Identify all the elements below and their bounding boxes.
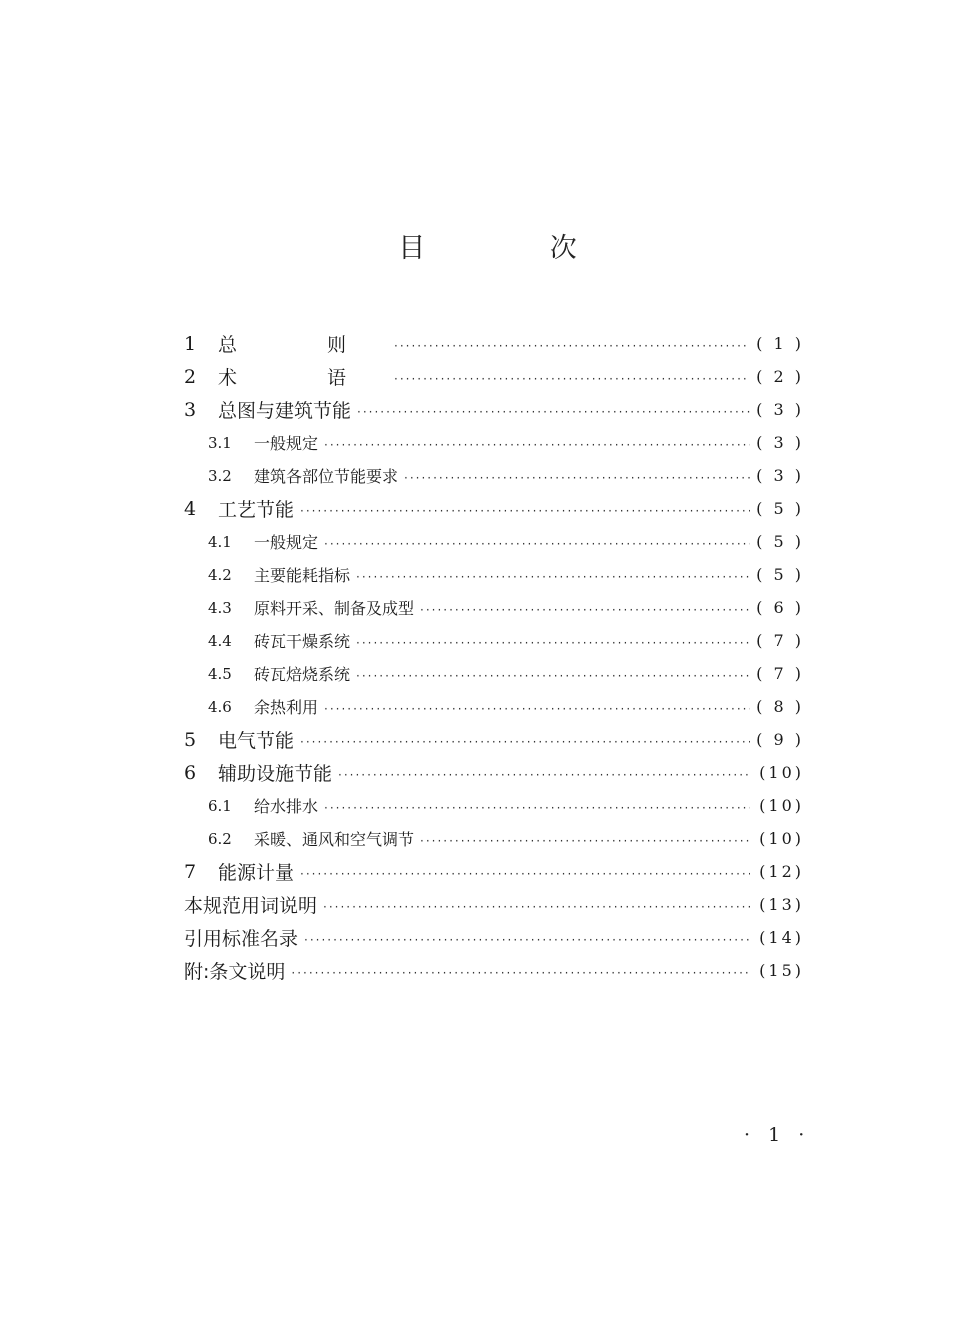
toc-entry-title: 给水排水 — [254, 797, 319, 816]
toc-entry-page: ( 6 ) — [756, 598, 804, 617]
toc-entry-page: (14) — [759, 928, 804, 947]
toc-entry[interactable] — [184, 360, 804, 393]
toc-entry-number: 2 — [184, 365, 197, 388]
toc-entry-page: (10) — [759, 796, 804, 815]
toc-entry-page: ( 5 ) — [756, 499, 804, 518]
toc-entry[interactable] — [184, 888, 804, 921]
toc-entry[interactable] — [184, 921, 804, 954]
dot-leader — [356, 633, 750, 649]
toc-entry-number: 5 — [184, 728, 197, 751]
toc-entry-title: 总 则 — [218, 334, 389, 356]
toc-entry-page: (10) — [759, 763, 804, 782]
toc-entry-title: 引用标准名录 — [184, 928, 299, 950]
dot-leader — [300, 501, 750, 517]
toc-entry-title: 砖瓦干燥系统 — [254, 632, 351, 651]
toc-entry-number: 6.1 — [208, 796, 232, 815]
dot-leader — [420, 831, 750, 847]
dot-leader — [324, 798, 750, 814]
dot-leader — [324, 534, 750, 550]
toc-entry-title: 术 语 — [218, 367, 389, 389]
toc-entry-title: 本规范用词说明 — [184, 895, 318, 917]
toc-entry-page: ( 2 ) — [756, 367, 804, 386]
toc-entry-title: 砖瓦焙烧系统 — [254, 665, 351, 684]
toc-entry[interactable] — [184, 954, 804, 987]
toc-entry-number: 3.1 — [208, 433, 232, 452]
toc-entry-page: ( 3 ) — [756, 433, 804, 452]
toc-entry-title: 辅助设施节能 — [218, 763, 333, 785]
toc-entry-page: ( 3 ) — [756, 466, 804, 485]
toc-entry[interactable] — [184, 459, 804, 492]
toc-entry-page: (15) — [759, 961, 804, 980]
table-of-contents — [184, 327, 804, 987]
toc-entry-page: (12) — [759, 862, 804, 881]
toc-entry-title: 工艺节能 — [218, 499, 295, 521]
toc-entry-number: 6.2 — [208, 829, 232, 848]
dot-leader — [300, 864, 750, 880]
toc-entry-title: 总图与建筑节能 — [218, 400, 352, 422]
toc-entry-page: ( 7 ) — [756, 631, 804, 650]
toc-entry-page: (10) — [759, 829, 804, 848]
dot-leader — [420, 600, 750, 616]
toc-entry-page: ( 5 ) — [756, 565, 804, 584]
toc-entry-number: 4.3 — [208, 598, 232, 617]
toc-entry[interactable] — [184, 492, 804, 525]
toc-entry[interactable] — [184, 426, 804, 459]
toc-entry-title: 原料开采、制备及成型 — [254, 599, 415, 618]
toc-entry-number: 3 — [184, 398, 197, 421]
toc-entry-number: 4 — [184, 497, 197, 520]
toc-entry[interactable] — [184, 591, 804, 624]
toc-entry[interactable] — [184, 822, 804, 855]
toc-entry-page: ( 7 ) — [756, 664, 804, 683]
toc-entry[interactable] — [184, 789, 804, 822]
toc-entry-number: 4.1 — [208, 532, 232, 551]
page-number: · 1 · — [744, 1124, 811, 1146]
toc-entry-number: 3.2 — [208, 466, 232, 485]
toc-entry-page: ( 9 ) — [756, 730, 804, 749]
dot-leader — [338, 765, 750, 781]
toc-entry-number: 6 — [184, 761, 197, 784]
toc-entry-title: 建筑各部位节能要求 — [254, 467, 399, 486]
toc-entry-page: ( 1 ) — [756, 334, 804, 353]
toc-entry[interactable] — [184, 393, 804, 426]
toc-entry[interactable] — [184, 723, 804, 756]
toc-entry-title: 采暖、通风和空气调节 — [254, 830, 415, 849]
toc-entry[interactable] — [184, 558, 804, 591]
toc-entry[interactable] — [184, 327, 804, 360]
dot-leader — [324, 435, 750, 451]
toc-entry-number: 4.6 — [208, 697, 232, 716]
toc-entry-number: 4.2 — [208, 565, 232, 584]
toc-entry-title: 电气节能 — [218, 730, 295, 752]
dot-leader — [356, 567, 750, 583]
dot-leader — [394, 369, 750, 385]
toc-entry-number: 4.5 — [208, 664, 232, 683]
toc-entry[interactable] — [184, 756, 804, 789]
dot-leader — [394, 336, 750, 352]
toc-entry[interactable] — [184, 525, 804, 558]
dot-leader — [357, 402, 750, 418]
toc-entry-number: 1 — [184, 332, 197, 355]
toc-entry-number: 4.4 — [208, 631, 232, 650]
toc-entry[interactable] — [184, 624, 804, 657]
toc-entry-page: ( 5 ) — [756, 532, 804, 551]
toc-entry-title: 能源计量 — [218, 862, 295, 884]
dot-leader — [300, 732, 750, 748]
toc-entry[interactable] — [184, 855, 804, 888]
toc-entry-title: 主要能耗指标 — [254, 566, 351, 585]
toc-entry-title: 一般规定 — [254, 533, 319, 552]
toc-entry[interactable] — [184, 690, 804, 723]
toc-entry-title: 一般规定 — [254, 434, 319, 453]
page-title: 目 次 — [398, 233, 635, 264]
toc-entry-page: ( 3 ) — [756, 400, 804, 419]
toc-entry-page: (13) — [759, 895, 804, 914]
dot-leader — [291, 963, 750, 979]
dot-leader — [323, 897, 750, 913]
dot-leader — [356, 666, 750, 682]
toc-entry-title: 余热利用 — [254, 698, 319, 717]
dot-leader — [304, 930, 750, 946]
toc-entry[interactable] — [184, 657, 804, 690]
toc-entry-page: ( 8 ) — [756, 697, 804, 716]
dot-leader — [324, 699, 750, 715]
toc-entry-title: 附:条文说明 — [184, 961, 286, 983]
toc-entry-number: 7 — [184, 860, 197, 883]
dot-leader — [404, 468, 750, 484]
